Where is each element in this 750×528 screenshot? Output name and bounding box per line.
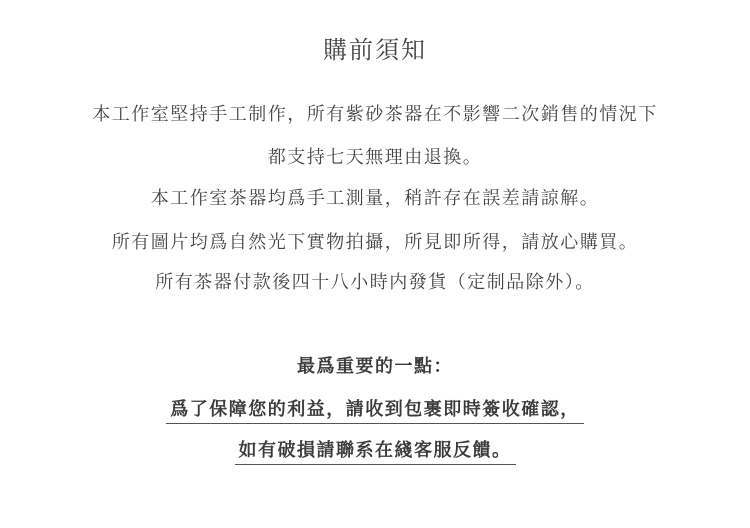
notice-title: 購前須知 <box>323 36 427 64</box>
important-line-damage-feedback-text: 如有破損請聯系在綫客服反饋。 <box>235 436 516 465</box>
important-line-sign-receipt-text: 爲了保障您的利益，請收到包裹即時簽收確認， <box>166 395 584 424</box>
important-heading: 最爲重要的一點： <box>297 356 453 377</box>
notice-line-seven-day-return: 都支持七天無理由退換。 <box>267 147 483 168</box>
notice-line-handmade-returns: 本工作室堅持手工制作，所有紫砂茶器在不影響二次銷售的情況下 <box>92 104 658 125</box>
notice-line-photos: 所有圖片均爲自然光下實物拍攝，所見即所得，請放心購買。 <box>111 232 639 253</box>
notice-line-measurement: 本工作室茶器均爲手工測量，稍許存在誤差請諒解。 <box>150 188 600 209</box>
important-line-sign-receipt <box>0 395 750 424</box>
important-line-damage-feedback <box>0 436 750 465</box>
notice-line-shipping: 所有茶器付款後四十八小時内發貨（定制品除外）。 <box>155 272 595 293</box>
